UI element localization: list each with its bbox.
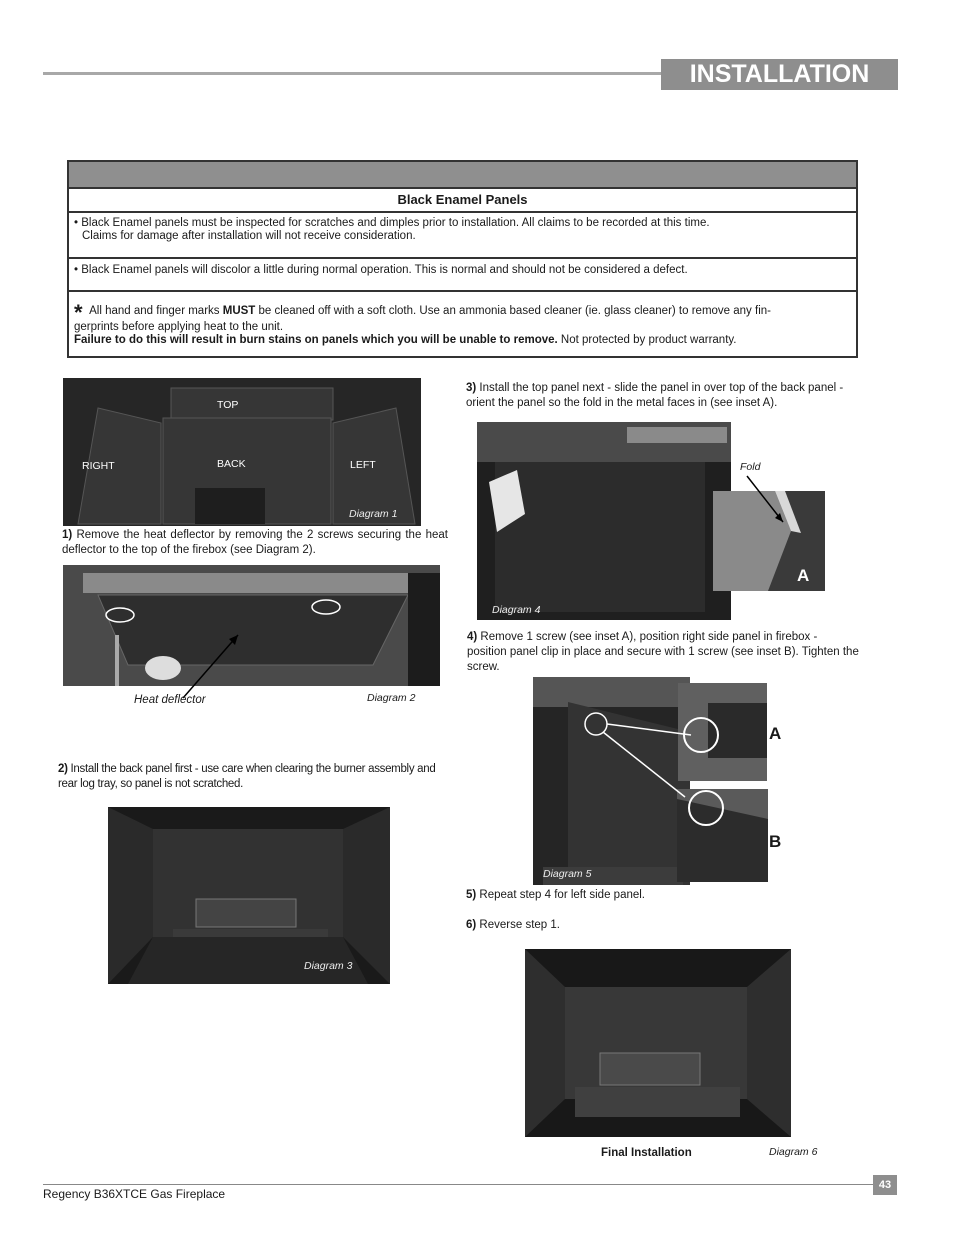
notice-header-bar <box>69 162 856 189</box>
diagram4-top-panel-illustration <box>477 422 731 620</box>
diagram2-label: Heat deflector <box>134 694 206 706</box>
step6-text: 6) Reverse step 1. <box>466 919 560 931</box>
diagram5-caption: Diagram 5 <box>543 868 592 880</box>
diagram1-label-back: BACK <box>217 458 246 470</box>
notice-bullet3-line1: * All hand and finger marks MUST be cleaned off with a soft cloth. Use an ammonia based cleaner (ie. glass cleaner) to remove any fin- <box>74 300 771 325</box>
diagram4-inset-label: A <box>797 566 810 585</box>
diagram3-caption: Diagram 3 <box>304 960 353 972</box>
diagram6-photo <box>525 949 791 1137</box>
notice-row-inspection <box>69 213 856 259</box>
diagram3-back-panel-illustration <box>108 807 390 984</box>
header-rule <box>43 72 663 75</box>
diagram1-label-left: LEFT <box>350 459 376 471</box>
diagram1-caption: Diagram 1 <box>349 508 398 520</box>
page-title: INSTALLATION <box>661 59 898 90</box>
diagram4-fold-arrow <box>735 470 795 535</box>
diagram6-final-installation-illustration <box>525 949 791 1137</box>
diagram5-callout-lines <box>533 677 773 887</box>
notice-bullet1-line2: Claims for damage after installation will not receive consideration. <box>82 230 416 242</box>
diagram4-caption: Diagram 4 <box>492 604 541 616</box>
diagram1-photo <box>63 378 421 526</box>
diagram5-inset-a-label: A <box>769 724 782 743</box>
notice-table <box>67 160 858 358</box>
notice-bullet1-line1: • Black Enamel panels must be inspected for scratches and dimples prior to installation. All claims to be recorded at this time. <box>74 217 710 229</box>
diagram5-inset-b-label: B <box>769 832 782 851</box>
diagram1-label-right: RIGHT <box>82 460 115 472</box>
diagram4-photo <box>477 422 731 620</box>
step2-text: 2) Install the back panel first - use care when clearing the burner assembly and rear log tray, so panel is not scratched. <box>58 763 436 790</box>
notice-row-discolor <box>69 259 856 292</box>
notice-row-fingermarks <box>69 292 856 356</box>
footer-product-name: Regency B36XTCE Gas Fireplace <box>43 1187 226 1201</box>
notice-subtitle: Black Enamel Panels <box>69 189 856 213</box>
footer-rule <box>43 1184 873 1185</box>
diagram6-label: Final Installation <box>601 1147 692 1159</box>
notice-bullet3-line2: gerprints before applying heat to the unit. <box>74 321 284 333</box>
page-number: 43 <box>873 1175 897 1195</box>
diagram3-photo <box>108 807 390 984</box>
step1-text: 1) Remove the heat deflector by removing the 2 screws securing the heat deflector to the top of the firebox (see Diagram 2). <box>62 529 448 556</box>
notice-bullet2: • Black Enamel panels will discolor a little during normal operation. This is normal and should not be considered a defect. <box>74 264 688 276</box>
diagram6-caption: Diagram 6 <box>769 1146 818 1158</box>
diagram1-label-top: TOP <box>217 399 239 411</box>
notice-bullet3-line3: Failure to do this will result in burn stains on panels which you will be unable to remove. Not protected by product warranty. <box>74 334 737 346</box>
diagram4-fold-label: Fold <box>740 461 761 473</box>
step5-text: 5) Repeat step 4 for left side panel. <box>466 889 646 901</box>
step4-text: 4) Remove 1 screw (see inset A), position right side panel in firebox - position panel clip in place and secure with 1 screw (see inset B). Tighten the screw. <box>467 631 859 673</box>
diagram1-panels-illustration <box>63 378 421 526</box>
asterisk-icon: * <box>74 300 83 325</box>
diagram2-caption: Diagram 2 <box>367 692 416 704</box>
step3-text: 3) Install the top panel next - slide the panel in over top of the back panel - orient the panel so the fold in the metal faces in (see inset A). <box>466 382 844 409</box>
